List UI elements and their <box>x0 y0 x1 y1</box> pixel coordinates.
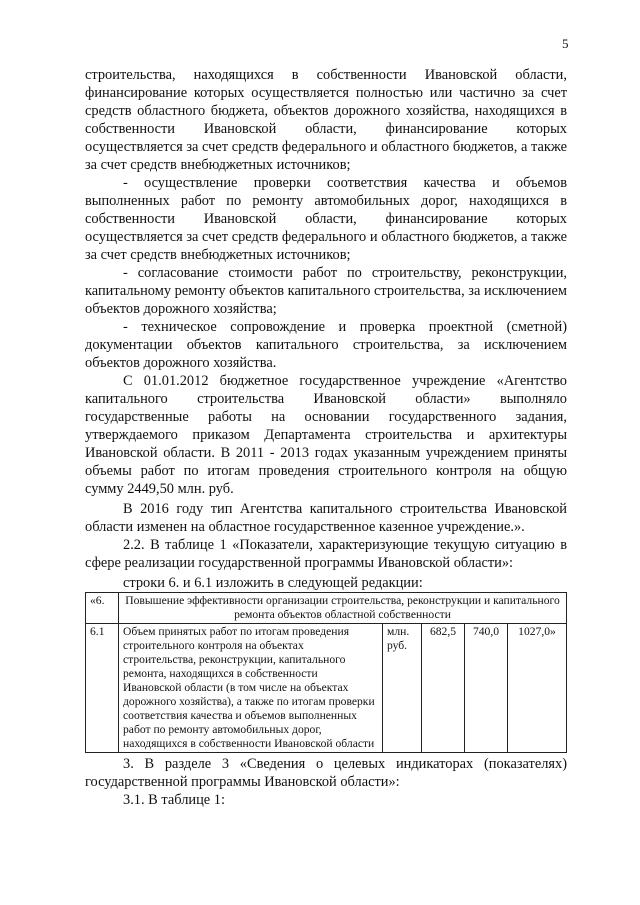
indicators-table <box>85 592 567 753</box>
paragraph: В 2016 году тип Агентства капитального строительства Ивановской области изменен на областное государственное казенное учреждение.». <box>85 501 567 535</box>
value-cell: 1027,0» <box>508 624 567 753</box>
row-description: Объем принятых работ по итогам проведения строительного контроля на объектах строительства, реконструкции, капитального ремонта, находящихся в собственности Ивановской области (в том числе на объектах дорожного хозяйства), а также по итогам проверки соответствия качества и объемов выполненных работ по ремонту автомобильных дорог, находящихся в собственности Ивановской области <box>119 624 383 753</box>
paragraph: - согласование стоимости работ по строительству, реконструкции, капитальному ремонту объектов капитального строительства, за исключением объектов дорожного хозяйства; <box>85 265 567 317</box>
paragraph: - техническое сопровождение и проверка проектной (сметной) документации объектов капитального строительства, за исключением объектов дорожного хозяйства. <box>85 319 567 371</box>
row-number: «6. <box>86 593 119 624</box>
table-intro: строки 6. и 6.1 изложить в следующей редакции: <box>123 575 423 591</box>
row-number: 6.1 <box>86 624 119 753</box>
paragraph: С 01.01.2012 бюджетное государственное учреждение «Агентство капитального строительства Ивановской области» выполняло государственные работы на основании государственного задания, утверждаемого приказом Департамента строительства и архитектуры Ивановской области. В 2011 - 2013 годах указанным учреждением приняты объемы работ по итогам проведения строительного контроля на общую сумму 2449,50 млн. руб. <box>85 373 567 497</box>
page-number: 5 <box>562 36 569 51</box>
value-cell: 740,0 <box>465 624 508 753</box>
document-body <box>85 66 567 809</box>
paragraph: строительства, находящихся в собственности Ивановской области, финансирование которых осуществляется полностью или частично за счет средств областного бюджета, объектов дорожного хозяйства, находящихся в собственности Ивановской области, финансирование которых осуществляется за счет средств федерального и областного бюджетов, а также за счет средств внебюджетных источников; <box>85 67 567 173</box>
value-cell: 682,5 <box>422 624 465 753</box>
paragraph: 2.2. В таблице 1 «Показатели, характеризующие текущую ситуацию в сфере реализации государственной программы Ивановской области»: <box>85 537 567 571</box>
unit-cell: млн. руб. <box>383 624 422 753</box>
row-title: Повышение эффективности организации строительства, реконструкции и капитального ремонта объектов областной собственности <box>119 593 567 624</box>
table-row <box>86 624 567 753</box>
paragraph: - осуществление проверки соответствия качества и объемов выполненных работ по ремонту автомобильных дорог, находящихся в собственности Ивановской области, финансирование которых осуществляется за счет средств федерального и областного бюджетов, а также за счет средств внебюджетных источников; <box>85 175 567 263</box>
table-row <box>86 593 567 624</box>
paragraph: 3. В разделе 3 «Сведения о целевых индикаторах (показателях) государственной программы Ивановской области»: <box>85 756 567 790</box>
paragraph: 3.1. В таблице 1: <box>123 792 225 808</box>
